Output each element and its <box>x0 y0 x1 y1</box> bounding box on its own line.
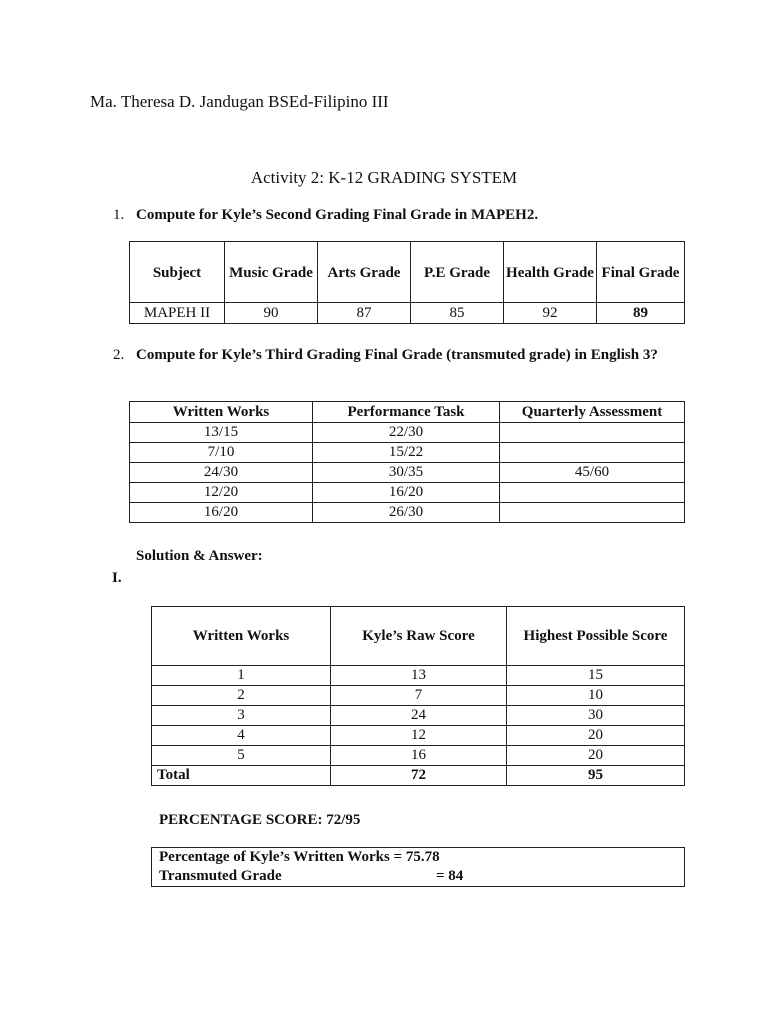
table-cell <box>500 423 685 443</box>
table-cell: 2 <box>152 686 331 706</box>
column-header: Final Grade <box>597 242 685 303</box>
column-header: Highest Possible Score <box>507 607 685 666</box>
question-text: Compute for Kyle’s Third Grading Final Grade (transmuted grade) in English 3? <box>136 347 658 363</box>
table-cell <box>500 443 685 463</box>
table-cell: 13 <box>331 666 507 686</box>
column-header: Written Works <box>152 607 331 666</box>
table-cell: 15/22 <box>313 443 500 463</box>
table-cell: 30 <box>507 706 685 726</box>
mapeh-table <box>129 241 685 324</box>
table-row <box>152 706 685 726</box>
table-cell: 22/30 <box>313 423 500 443</box>
column-header: Kyle’s Raw Score <box>331 607 507 666</box>
table-cell: 4 <box>152 726 331 746</box>
solution-heading: Solution & Answer: <box>136 548 263 564</box>
total-row <box>152 766 685 786</box>
table-cell: 26/30 <box>313 503 500 523</box>
table-cell: 89 <box>597 303 685 324</box>
column-header: Subject <box>130 242 225 303</box>
table-cell <box>500 483 685 503</box>
table-header-row <box>130 242 685 303</box>
table-row <box>130 443 685 463</box>
section-numeral: I. <box>112 570 122 586</box>
question-text: Compute for Kyle’s Second Grading Final Grade in MAPEH2. <box>136 207 539 223</box>
question-2 <box>113 345 696 366</box>
table-cell: 3 <box>152 706 331 726</box>
percentage-score: PERCENTAGE SCORE: 72/95 <box>159 812 361 828</box>
written-works-table <box>151 606 685 786</box>
table-row <box>130 503 685 523</box>
table-cell: 24 <box>331 706 507 726</box>
table-cell: 1 <box>152 666 331 686</box>
total-raw-score: 72 <box>331 766 507 786</box>
table-cell: 5 <box>152 746 331 766</box>
table-cell: 10 <box>507 686 685 706</box>
table-cell: 87 <box>318 303 411 324</box>
total-label: Total <box>152 766 331 786</box>
table-cell: 20 <box>507 746 685 766</box>
table-row <box>130 463 685 483</box>
column-header: Health Grade <box>504 242 597 303</box>
table-cell: 16/20 <box>130 503 313 523</box>
table-header-row <box>130 402 685 423</box>
table-cell: 90 <box>225 303 318 324</box>
total-highest-score: 95 <box>507 766 685 786</box>
column-header: Music Grade <box>225 242 318 303</box>
result-box <box>151 847 685 887</box>
table-row <box>152 686 685 706</box>
table-cell: 30/35 <box>313 463 500 483</box>
transmuted-grade-value: = 84 <box>436 868 464 884</box>
table-cell: 16/20 <box>313 483 500 503</box>
activity-title: Activity 2: K-12 GRADING SYSTEM <box>250 168 518 187</box>
table-cell: 12 <box>331 726 507 746</box>
table-cell: 12/20 <box>130 483 313 503</box>
question-number: 1. <box>113 207 125 223</box>
table-cell: 16 <box>331 746 507 766</box>
column-header: Quarterly Assessment <box>500 402 685 423</box>
percentage-result: Percentage of Kyle’s Written Works = 75.78 <box>159 849 440 865</box>
table-row <box>130 483 685 503</box>
table-cell: 20 <box>507 726 685 746</box>
english-scores-table <box>129 401 685 523</box>
table-cell: 92 <box>504 303 597 324</box>
author-line: Ma. Theresa D. Jandugan BSEd-Filipino III <box>90 92 389 111</box>
table-row <box>152 726 685 746</box>
table-header-row <box>152 607 685 666</box>
table-row <box>152 746 685 766</box>
column-header: P.E Grade <box>411 242 504 303</box>
table-cell: 85 <box>411 303 504 324</box>
table-cell: 7 <box>331 686 507 706</box>
table-cell: 24/30 <box>130 463 313 483</box>
column-header: Arts Grade <box>318 242 411 303</box>
table-cell: MAPEH II <box>130 303 225 324</box>
table-cell: 13/15 <box>130 423 313 443</box>
table-row <box>130 303 685 324</box>
table-cell: 7/10 <box>130 443 313 463</box>
table-cell: 15 <box>507 666 685 686</box>
question-number: 2. <box>113 347 125 363</box>
table-row <box>152 666 685 686</box>
transmuted-grade-label: Transmuted Grade <box>159 868 282 884</box>
table-cell <box>500 503 685 523</box>
column-header: Written Works <box>130 402 313 423</box>
table-cell: 45/60 <box>500 463 685 483</box>
column-header: Performance Task <box>313 402 500 423</box>
table-row <box>130 423 685 443</box>
question-1 <box>113 205 539 226</box>
